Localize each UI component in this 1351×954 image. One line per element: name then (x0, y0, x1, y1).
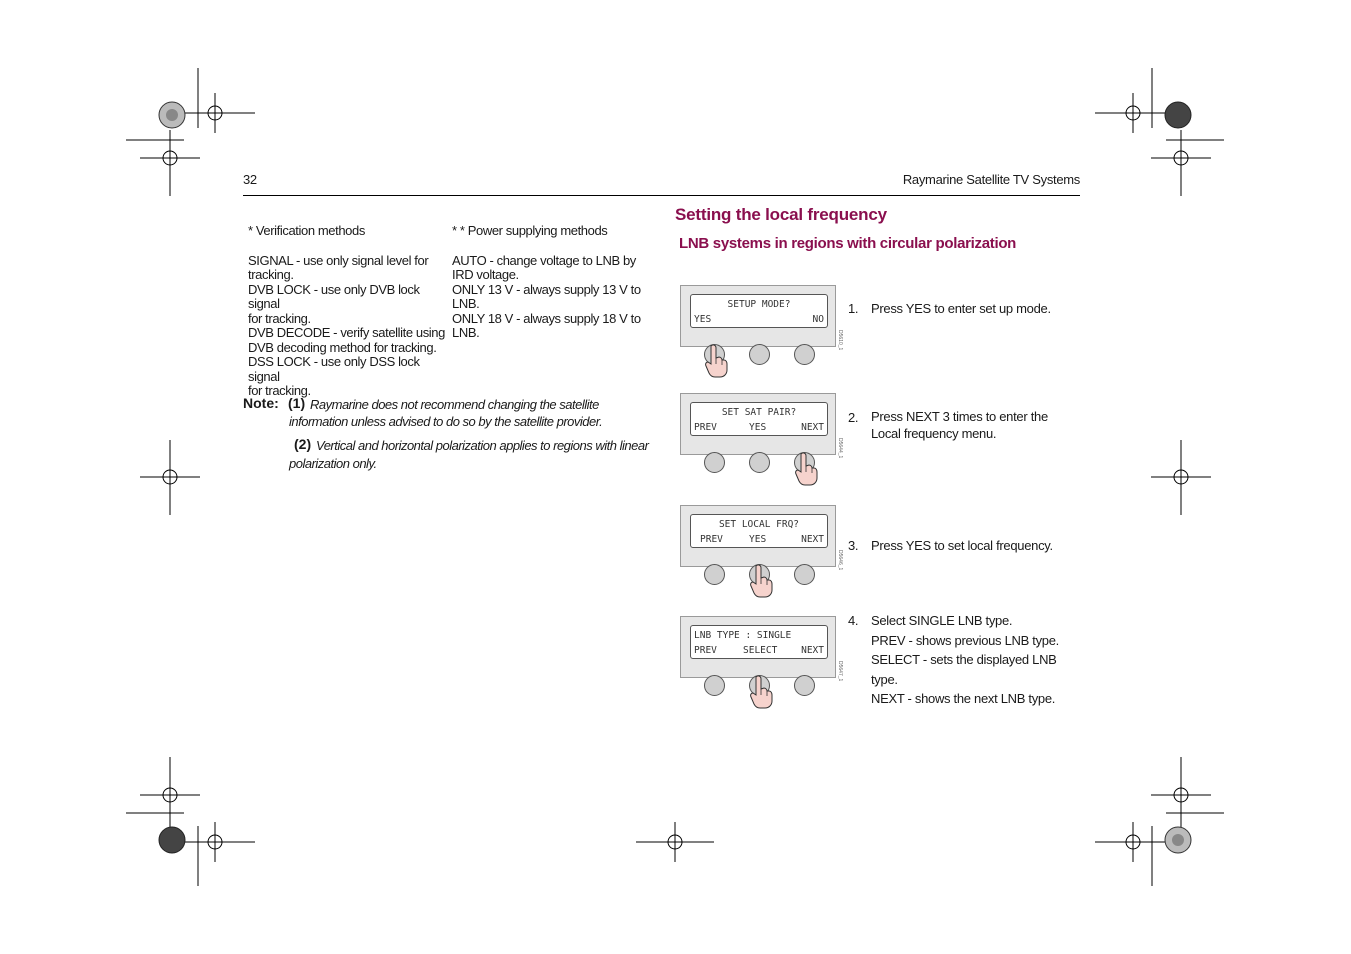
note-number-1: (1) (288, 395, 306, 411)
figure-code: D5644_1 (837, 438, 843, 459)
step-line: Press NEXT 3 times to enter the (871, 409, 1048, 424)
power-heading: * * Power supplying methods (452, 223, 608, 238)
lcd-left-label: YES (694, 314, 712, 325)
verification-line: DVB DECODE - verify satellite using (248, 325, 445, 340)
note-label: Note: (243, 395, 279, 411)
power-line: IRD voltage. (452, 267, 519, 282)
step-line: Select SINGLE LNB type. (871, 613, 1013, 628)
verification-line: DVB LOCK - use only DVB lock signal (248, 281, 420, 311)
power-line: AUTO - change voltage to LNB by (452, 252, 636, 268)
power-line: LNB. (452, 296, 480, 311)
power-line: ONLY 13 V - always supply 13 V to (452, 281, 641, 297)
lcd-line-1: SET SAT PAIR? (721, 407, 797, 418)
lcd-middle-label: YES (749, 534, 767, 545)
step-line: NEXT - shows the next LNB type. (871, 691, 1056, 706)
figure-code: D5646_1 (837, 550, 843, 571)
step-number: 2. (848, 410, 859, 425)
lcd-line-1: SET LOCAL FRQ? (718, 519, 800, 530)
lcd-line-1: LNB TYPE : SINGLE (694, 630, 792, 641)
step-number: 3. (848, 538, 859, 553)
lcd-middle-label: YES (749, 422, 767, 433)
verification-line: DSS LOCK - use only DSS lock signal (248, 354, 420, 384)
step-number: 4. (848, 613, 859, 628)
lcd-right-label: NEXT (801, 422, 824, 433)
figure-code: D5647_1 (837, 661, 843, 682)
crosshair-icon (175, 93, 255, 133)
lcd-line-1: SETUP MODE? (727, 299, 791, 310)
note-text-1a: Raymarine does not recommend changing the satellite (310, 397, 599, 412)
verification-line: tracking. (248, 267, 294, 282)
step-line: PREV - shows previous LNB type. (871, 632, 1059, 648)
lcd-left-label: PREV (694, 422, 717, 433)
power-line: ONLY 18 V - always supply 18 V to (452, 310, 641, 326)
note-text-2b: polarization only. (289, 456, 377, 471)
lcd-left-label: PREV (700, 534, 723, 545)
lcd-right-label: NEXT (801, 645, 824, 656)
lcd-middle-label: SELECT (743, 645, 778, 656)
note-text-1b: information unless advised to do so by the satellite provider. (289, 414, 603, 429)
step-line: Local frequency menu. (871, 426, 997, 441)
page-number: 32 (243, 172, 257, 187)
note-text-2a: Vertical and horizontal polarization applies to regions with linear (316, 438, 649, 453)
step-line: SELECT - sets the displayed LNB type. (871, 652, 1057, 687)
section-subtitle: LNB systems in regions with circular polarization (679, 235, 1017, 252)
figure-code: D5610_1 (837, 330, 843, 351)
running-title: Raymarine Satellite TV Systems (902, 172, 1080, 187)
note-number-2: (2) (294, 436, 312, 452)
verification-line: for tracking. (248, 310, 311, 326)
verification-line: SIGNAL - use only signal level for (248, 252, 429, 268)
step-number: 1. (848, 301, 859, 316)
power-line: LNB. (452, 325, 480, 340)
step-line: Press YES to enter set up mode. (871, 301, 1051, 316)
section-title: Setting the local frequency (675, 205, 887, 224)
verification-line: DVB decoding method for tracking. (248, 339, 437, 355)
step-line: Press YES to set local frequency. (871, 538, 1053, 553)
lcd-right-label: NEXT (801, 534, 824, 545)
verification-line: for tracking. (248, 383, 311, 398)
verification-heading: * Verification methods (248, 223, 365, 238)
lcd-left-label: PREV (694, 645, 717, 656)
lcd-right-label: NO (812, 314, 824, 325)
